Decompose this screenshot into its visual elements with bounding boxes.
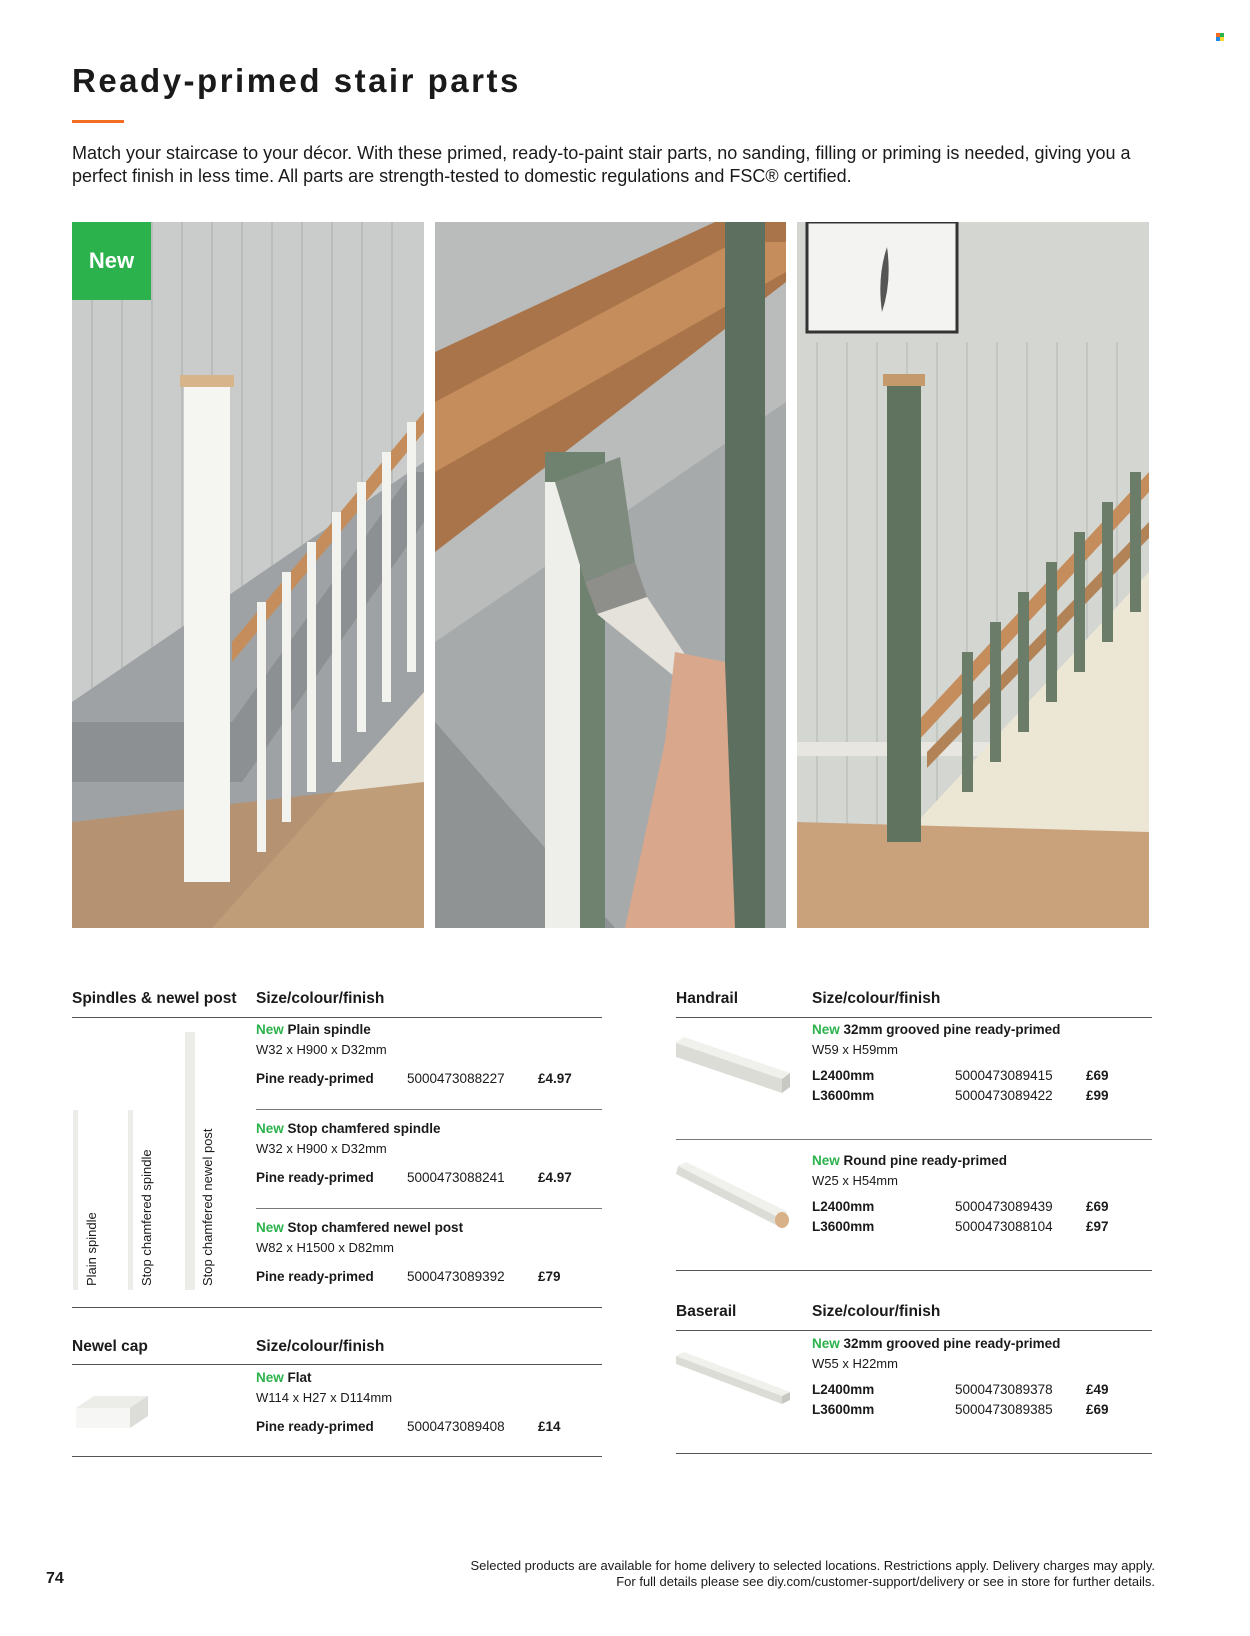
product-name: Flat xyxy=(287,1370,312,1385)
product-finish: Pine ready-primed xyxy=(256,1170,374,1185)
baserail-image xyxy=(674,1350,794,1410)
product-dims: W32 x H900 x D32mm xyxy=(256,1042,387,1057)
length-option: L3600mm xyxy=(812,1219,875,1234)
divider xyxy=(676,1017,1152,1018)
new-label: New xyxy=(256,1220,284,1235)
spindles-col-heading: Size/colour/finish xyxy=(256,990,385,1007)
product-price: £69 xyxy=(1086,1199,1109,1214)
product-finish: Pine ready-primed xyxy=(256,1071,374,1086)
divider xyxy=(676,1453,1152,1454)
image-label-stop-chamfered-newel-post: Stop chamfered newel post xyxy=(200,1128,215,1286)
divider xyxy=(256,1208,602,1209)
product-finish: Pine ready-primed xyxy=(256,1419,374,1434)
product-code: 5000473089385 xyxy=(955,1402,1053,1417)
photo-painting-newel-post xyxy=(435,222,786,928)
product-code: 5000473088241 xyxy=(407,1170,505,1185)
product-code: 5000473089408 xyxy=(407,1419,505,1434)
footer-note xyxy=(470,1558,1155,1590)
new-label: New xyxy=(256,1370,284,1385)
photo-white-staircase xyxy=(72,222,424,928)
product-code: 5000473089415 xyxy=(955,1068,1053,1083)
product-price: £49 xyxy=(1086,1382,1109,1397)
handrail-round-image xyxy=(674,1160,794,1230)
new-label: New xyxy=(812,1022,840,1037)
new-label: New xyxy=(256,1022,284,1037)
product-dims: W59 x H59mm xyxy=(812,1042,898,1057)
product-name: Plain spindle xyxy=(287,1022,371,1037)
product-dims: W32 x H900 x D32mm xyxy=(256,1141,387,1156)
image-label-stop-chamfered-spindle: Stop chamfered spindle xyxy=(139,1149,154,1286)
footer-line: For full details please see diy.com/customer-support/delivery or see in store for further details. xyxy=(616,1574,1155,1589)
footer-line: Selected products are available for home delivery to selected locations. Restrictions apply. Delivery charges may apply. xyxy=(470,1558,1155,1573)
product-title xyxy=(812,1336,1060,1351)
brand-logo-icon xyxy=(1216,33,1224,41)
product-dims: W55 x H22mm xyxy=(812,1356,898,1371)
divider xyxy=(676,1330,1152,1331)
product-price: £14 xyxy=(538,1419,561,1434)
photo-green-staircase xyxy=(797,222,1149,928)
image-label-plain-spindle: Plain spindle xyxy=(84,1212,99,1286)
length-option: L2400mm xyxy=(812,1068,875,1083)
product-price: £79 xyxy=(538,1269,561,1284)
new-badge: New xyxy=(72,222,151,300)
product-dims: W82 x H1500 x D82mm xyxy=(256,1240,394,1255)
handrail-grooved-image xyxy=(674,1035,794,1095)
baserail-heading: Baserail xyxy=(676,1303,737,1320)
newel-cap-image xyxy=(72,1392,152,1432)
product-name: 32mm grooved pine ready-primed xyxy=(843,1336,1061,1351)
product-finish: Pine ready-primed xyxy=(256,1269,374,1284)
product-name: Stop chamfered spindle xyxy=(287,1121,441,1136)
new-label: New xyxy=(812,1336,840,1351)
product-dims: W25 x H54mm xyxy=(812,1173,898,1188)
product-name: Round pine ready-primed xyxy=(843,1153,1008,1168)
product-code: 5000473088104 xyxy=(955,1219,1053,1234)
divider xyxy=(72,1364,602,1365)
divider xyxy=(72,1307,602,1308)
product-title xyxy=(256,1022,371,1037)
product-dims: W114 x H27 x D114mm xyxy=(256,1390,393,1405)
product-title xyxy=(812,1153,1007,1168)
product-price: £69 xyxy=(1086,1402,1109,1417)
length-option: L2400mm xyxy=(812,1382,875,1397)
product-title xyxy=(812,1022,1060,1037)
product-price: £97 xyxy=(1086,1219,1109,1234)
divider xyxy=(72,1017,602,1018)
product-code: 5000473089422 xyxy=(955,1088,1053,1103)
divider xyxy=(72,1456,602,1457)
page-title: Ready-primed stair parts xyxy=(72,62,521,99)
product-title xyxy=(256,1370,312,1385)
divider xyxy=(676,1139,1152,1140)
spindles-heading: Spindles & newel post xyxy=(72,990,237,1007)
new-label: New xyxy=(256,1121,284,1136)
product-code: 5000473088227 xyxy=(407,1071,505,1086)
handrail-col-heading: Size/colour/finish xyxy=(812,990,941,1007)
handrail-heading: Handrail xyxy=(676,990,739,1007)
new-label: New xyxy=(812,1153,840,1168)
product-price: £4.97 xyxy=(538,1170,572,1185)
intro-paragraph: Match your staircase to your décor. With these primed, ready-to-paint stair parts, no sanding, filling or priming is needed, giving you a perfect finish in less time. All parts are strength-tested to domestic regulations and FSC® certified. xyxy=(72,143,1131,186)
product-price: £4.97 xyxy=(538,1071,572,1086)
product-title xyxy=(256,1121,441,1136)
product-price: £99 xyxy=(1086,1088,1109,1103)
title-accent-rule xyxy=(72,120,124,123)
divider xyxy=(256,1109,602,1110)
product-code: 5000473089378 xyxy=(955,1382,1053,1397)
length-option: L2400mm xyxy=(812,1199,875,1214)
product-name: Stop chamfered newel post xyxy=(287,1220,464,1235)
product-title xyxy=(256,1220,463,1235)
baserail-col-heading: Size/colour/finish xyxy=(812,1303,941,1320)
product-code: 5000473089439 xyxy=(955,1199,1053,1214)
length-option: L3600mm xyxy=(812,1402,875,1417)
product-price: £69 xyxy=(1086,1068,1109,1083)
product-name: 32mm grooved pine ready-primed xyxy=(843,1022,1061,1037)
newel-cap-col-heading: Size/colour/finish xyxy=(256,1338,385,1355)
newel-cap-heading: Newel cap xyxy=(72,1338,148,1355)
product-code: 5000473089392 xyxy=(407,1269,505,1284)
length-option: L3600mm xyxy=(812,1088,875,1103)
divider xyxy=(676,1270,1152,1271)
page-number: 74 xyxy=(46,1570,64,1587)
